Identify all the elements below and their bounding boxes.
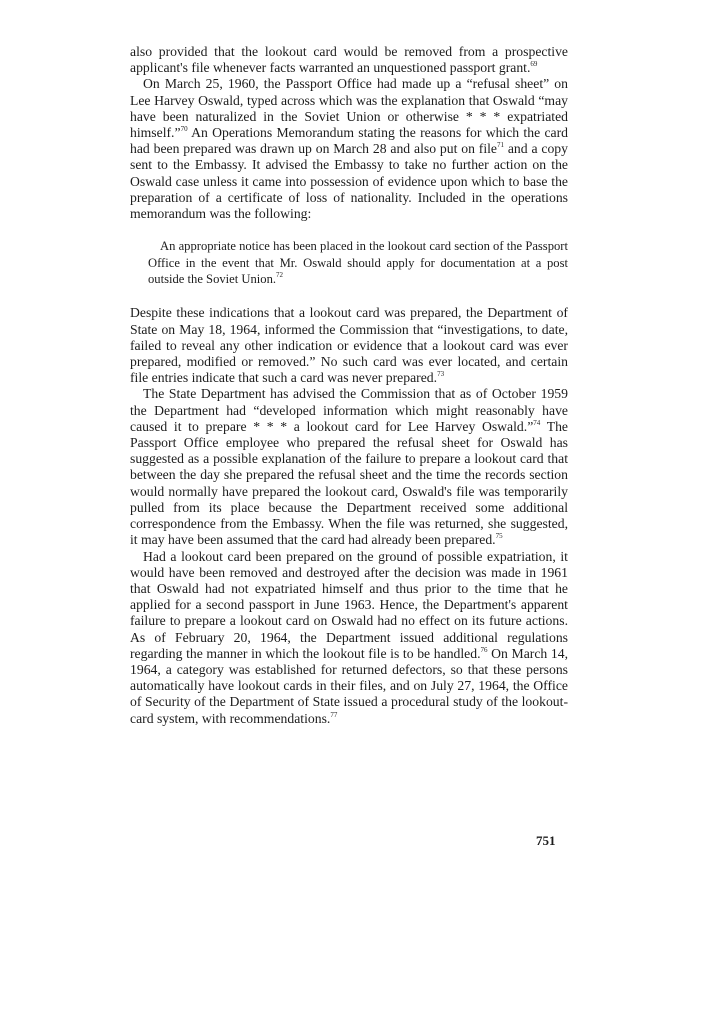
paragraph-text: Despite these indications that a lookout card was prepared, the Department of State on May 18, 1964, informed the Commission that “investigations, to date, failed to reveal any other indication or evidence that a lookout card was ever prepared, modified or removed.” No such card was ever located, and certain file entries indicate that such a card was never prepared. — [130, 305, 568, 386]
quote-text: An appropriate notice has been placed in the lookout card section of the Passport Office in the event that Mr. Oswald should apply for documentation at a post outside the Soviet Union. — [148, 239, 568, 287]
paragraph-text: Had a lookout card been prepared on the ground of possible expatriation, it would have been removed and destroyed after the decision was made in 1961 that Oswald had not expatriated himself and thus prior to the time that he applied for a second passport in June 1963. Hence, the Department's apparent failure to prepare a lookout card on Oswald had no effect on its future actions. As of February 20, 1964, the Department issued additional regulations regarding the manner in which the lookout file is to be handled. — [130, 548, 568, 661]
block-quote — [148, 238, 568, 287]
footnote-ref: 71 — [497, 141, 504, 150]
paragraph-despite — [130, 305, 568, 386]
footnote-ref: 70 — [180, 125, 188, 134]
footnote-ref: 73 — [437, 370, 445, 379]
document-body — [130, 44, 568, 727]
footnote-ref: 69 — [530, 60, 538, 69]
paragraph-refusal-sheet — [130, 76, 568, 222]
paragraph-text: and a copy sent to the Embassy. It advised the Embassy to take no further action on the Oswald case unless it came into possession of evidence upon which to base the preparation of a certificate of loss of nationality. Included in the operations memorandum was the following: — [130, 141, 568, 222]
paragraph-text: An Operations Memorandum stating the reasons for which the card had been prepared was drawn up on March 28 and also put on file — [130, 125, 568, 157]
paragraph-lookout-card — [130, 549, 568, 727]
footnote-ref: 74 — [533, 418, 541, 427]
paragraph-continuation — [130, 44, 568, 76]
paragraph-text: also provided that the lookout card would be removed from a prospective applicant's file whenever facts warranted an unquestioned passport grant. — [130, 44, 568, 76]
page-number: 751 — [536, 833, 556, 848]
footnote-ref: 76 — [480, 645, 488, 654]
paragraph-text: The Passport Office employee who prepared the refusal sheet for Oswald has suggested as a possible explanation of the failure to prepare a lookout card that between the day she prepared the refusal sheet and the time the records section would normally have prepared the lookout card, Oswald's file was temporarily pulled from its place because the Department received some additional correspondence from the Embassy. When the file was returned, she suggested, it may have been assumed that the card had already been prepared. — [130, 418, 568, 548]
footnote-ref: 72 — [276, 271, 284, 280]
paragraph-text: On March 14, 1964, a category was established for returned defectors, so that these persons automatically have lookout cards in their files, and on July 27, 1964, the Office of Security of the Department of State issued a procedural study of the lookout-card system, with recommendations. — [130, 645, 568, 726]
footnote-ref: 75 — [495, 532, 503, 541]
paragraph-state-department — [130, 386, 568, 548]
paragraph-text: The State Department has advised the Commission that as of October 1959 the Department had “developed information which might reasonably have caused it to prepare * * * a lookout card for Lee Harvey Oswald.” — [130, 386, 568, 434]
paragraph-text: On March 25, 1960, the Passport Office had made up a “refusal sheet” on Lee Harvey Oswald, typed across which was the explanation that Oswald “may have been naturalized in the Soviet Union or otherwise * * * expatriated himself.” — [130, 76, 568, 141]
footnote-ref: 77 — [330, 710, 338, 719]
